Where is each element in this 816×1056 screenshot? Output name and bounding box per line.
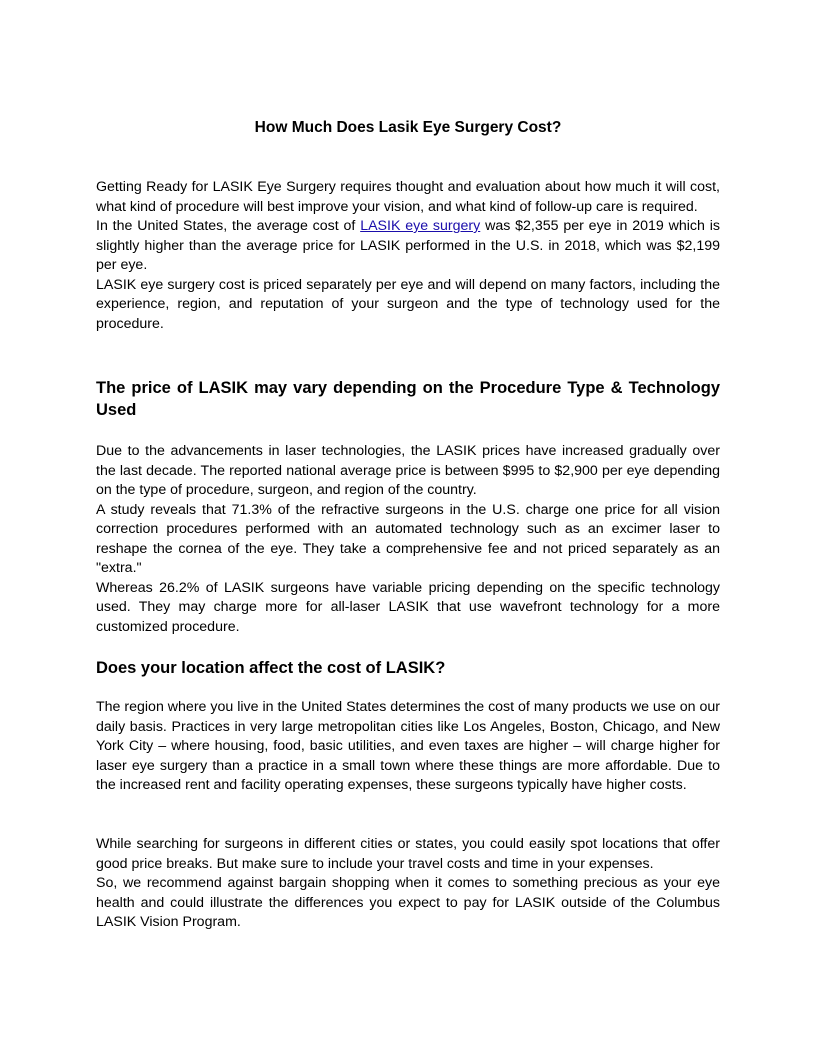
location-section-heading-wrap bbox=[96, 657, 720, 679]
price-paragraph-2: A study reveals that 71.3% of the refractive surgeons in the U.S. charge one price for all vision correction procedures performed with an automated technology such as an excimer laser to reshape the cornea of the eye. They take a comprehensive fee and not priced separately as an "extra." bbox=[96, 501, 720, 576]
intro-section bbox=[96, 178, 720, 334]
location-section-body bbox=[96, 698, 720, 796]
location-section-body-2 bbox=[96, 835, 720, 933]
price-section-heading: The price of LASIK may vary depending on the Procedure Type & Technology Used bbox=[96, 379, 720, 419]
price-section-body bbox=[96, 442, 720, 637]
intro-paragraph-2-after: was $2,355 per eye in 2019 which is slightly higher than the average price for LASIK performed in the U.S. in 2018, which was $2,199 per eye. bbox=[96, 218, 720, 273]
intro-paragraph-1: Getting Ready for LASIK Eye Surgery requires thought and evaluation about how much it will cost, what kind of procedure will best improve your vision, and what kind of follow-up care is required. bbox=[96, 179, 720, 215]
page-title: How Much Does Lasik Eye Surgery Cost? bbox=[254, 119, 562, 136]
location-section-heading: Does your location affect the cost of LASIK? bbox=[96, 659, 446, 677]
price-section-heading-wrap bbox=[96, 377, 720, 421]
location-paragraph-2: While searching for surgeons in different cities or states, you could easily spot locations that offer good price breaks. But make sure to include your travel costs and time in your expenses. bbox=[96, 836, 720, 872]
location-paragraph-3: So, we recommend against bargain shopping when it comes to something precious as your eye health and could illustrate the differences you expect to pay for LASIK outside of the Columbus LASIK Vision Program. bbox=[96, 875, 720, 930]
location-paragraph-1: The region where you live in the United States determines the cost of many products we use on our daily basis. Practices in very large metropolitan cities like Los Angeles, Boston, Chicago, and New York City – where housing, food, basic utilities, and even taxes are higher – will charge higher for laser eye surgery than a practice in a small town where these things are more affordable. Due to the increased rent and facility operating expenses, these surgeons typically have higher costs. bbox=[96, 699, 720, 793]
price-paragraph-3: Whereas 26.2% of LASIK surgeons have variable pricing depending on the specific technology used. They may charge more for all-laser LASIK that use wavefront technology for a more customized procedure. bbox=[96, 579, 720, 635]
intro-paragraph-2 bbox=[96, 217, 720, 276]
intro-paragraph-2-before: In the United States, the average cost of bbox=[96, 218, 361, 234]
price-paragraph-1: Due to the advancements in laser technologies, the LASIK prices have increased gradually over the last decade. The reported national average price is between $995 to $2,900 per eye depending on the type of procedure, surgeon, and region of the country. bbox=[96, 443, 720, 498]
intro-paragraph-3: LASIK eye surgery cost is priced separately per eye and will depend on many factors, including the experience, region, and reputation of your surgeon and the type of technology used for the procedure. bbox=[96, 276, 720, 332]
lasik-eye-surgery-link[interactable]: LASIK eye surgery bbox=[360, 218, 481, 234]
